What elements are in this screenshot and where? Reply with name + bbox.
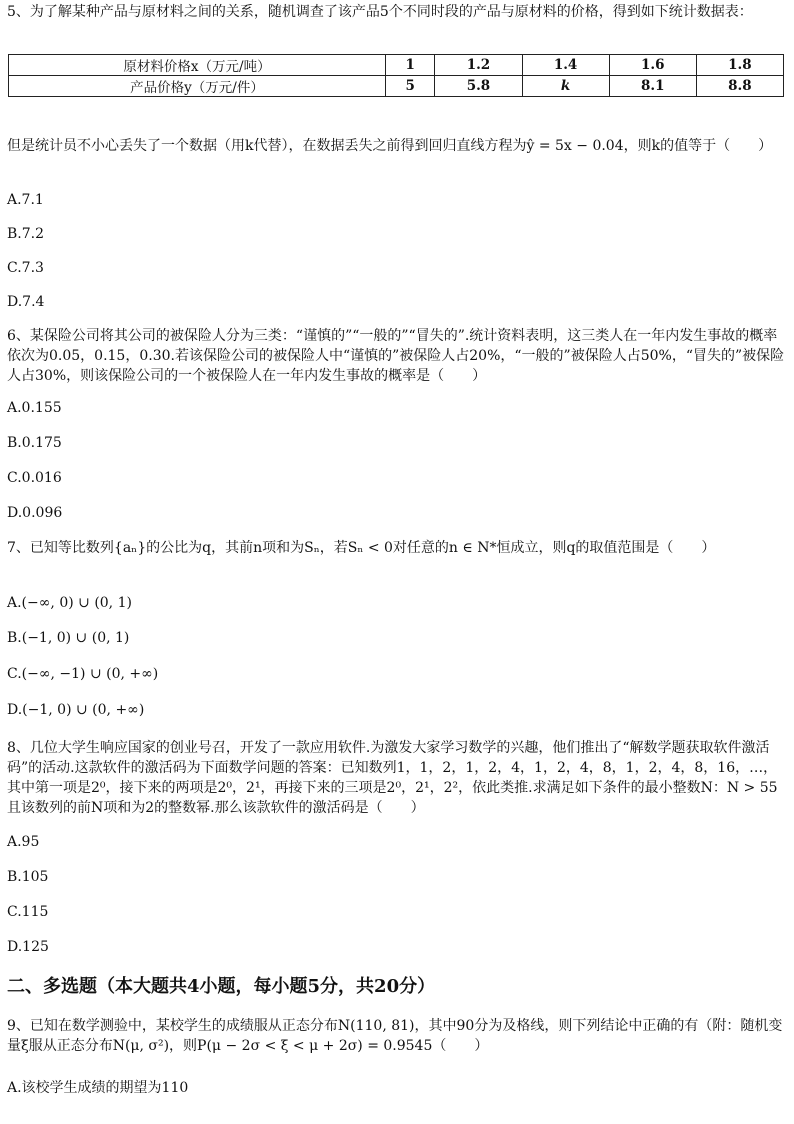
q7-stem: 7、已知等比数列{aₙ}的公比为q，其前n项和为Sₙ，若Sₙ < 0对任意的n ∈ N*恒成立，则q的取值范围是（ ）: [7, 540, 716, 556]
q5-data-table: [8, 54, 784, 97]
table-row-header: 原材料价格x（万元/吨）: [9, 55, 386, 76]
option-d[interactable]: D.0.096: [7, 505, 63, 521]
option-b[interactable]: B.(−1, 0) ∪ (0, 1): [7, 630, 130, 646]
table-cell: 8.1: [609, 76, 696, 97]
table-cell: 5.8: [435, 76, 522, 97]
option-c[interactable]: C.7.3: [7, 260, 44, 276]
table-row: [9, 55, 784, 76]
table-cell: 1.2: [435, 55, 522, 76]
option-b[interactable]: B.7.2: [7, 226, 45, 242]
q5-question: 但是统计员不小心丢失了一个数据（用k代替），在数据丢失之前得到回归直线方程为ŷ = 5x − 0.04，则k的值等于（ ）: [7, 138, 773, 154]
option-d[interactable]: D.125: [7, 939, 49, 955]
table-cell: 1.6: [609, 55, 696, 76]
option-b[interactable]: B.0.175: [7, 435, 62, 451]
option-d[interactable]: D.(−1, 0) ∪ (0, +∞): [7, 702, 145, 718]
q6-stem: 6、某保险公司将其公司的被保险人分为三类：“谨慎的”“一般的”“冒失的”.统计资料表明，这三类人在一年内发生事故的概率依次为0.05，0.15，0.30.若该保险公司的被保险人中“谨慎的”被保险人占20%，“一般的”被保险人占50%，“冒失的”被保险人占30%，则该保险公司的一个被保险人在一年内发生事故的概率是（ ）: [7, 328, 785, 384]
option-a[interactable]: A.95: [7, 834, 40, 850]
q8-stem: 8、几位大学生响应国家的创业号召，开发了一款应用软件.为激发大家学习数学的兴趣，他们推出了“解数学题获取软件激活码”的活动.这款软件的激活码为下面数学问题的答案：已知数列1，1，2，1，2，4，1，2，4，8，1，2，4，8，16，…，其中第一项是2⁰，接下来的两项是2⁰，2¹，再接下来的三项是2⁰，2¹，2²，依此类推.求满足如下条件的最小整数N：N > 55且该数列的前N项和为2的整数幂.那么该款软件的激活码是（ ）: [7, 740, 778, 816]
option-a[interactable]: A.0.155: [7, 400, 62, 416]
table-cell: 1.4: [522, 55, 609, 76]
option-a[interactable]: A.(−∞, 0) ∪ (0, 1): [7, 595, 132, 611]
table-cell: k: [522, 76, 609, 97]
section-title: 二、多选题（本大题共4小题，每小题5分，共20分）: [7, 976, 436, 997]
option-c[interactable]: C.115: [7, 904, 49, 920]
table-cell: 1: [386, 55, 435, 76]
option-d[interactable]: D.7.4: [7, 294, 45, 310]
q5-stem: 5、为了解某种产品与原材料之间的关系，随机调查了该产品5个不同时段的产品与原材料的价格，得到如下统计数据表：: [7, 4, 753, 20]
option-a[interactable]: A.7.1: [7, 192, 44, 208]
table-cell: 1.8: [696, 55, 783, 76]
option-a[interactable]: A.该校学生成绩的期望为110: [7, 1080, 189, 1096]
option-c[interactable]: C.(−∞, −1) ∪ (0, +∞): [7, 666, 159, 682]
table-row-header: 产品价格y（万元/件）: [9, 76, 386, 97]
table-cell: 5: [386, 76, 435, 97]
option-c[interactable]: C.0.016: [7, 470, 62, 486]
q9-stem: 9、已知在数学测验中，某校学生的成绩服从正态分布N(110, 81)，其中90分为及格线，则下列结论中正确的有（附：随机变量ξ服从正态分布N(μ, σ²)，则P(μ − 2σ < ξ < μ + 2σ) = 0.9545（ ）: [7, 1018, 783, 1054]
option-b[interactable]: B.105: [7, 869, 49, 885]
table-cell: 8.8: [696, 76, 783, 97]
table-row: [9, 76, 784, 97]
